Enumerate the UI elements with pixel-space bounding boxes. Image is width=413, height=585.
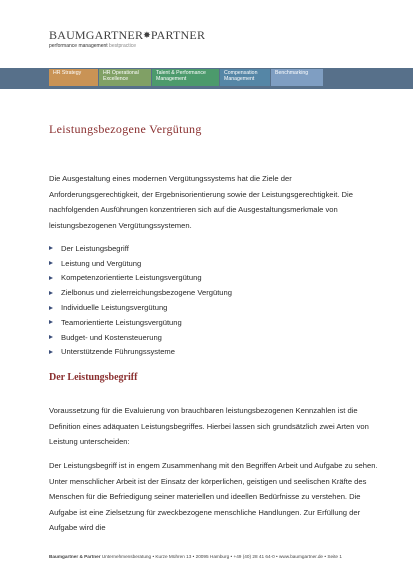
arrow-right-icon	[49, 306, 53, 310]
arrow-right-icon	[49, 320, 53, 324]
logo-text-2: PARTNER	[150, 28, 206, 42]
tab-talent-performance-management[interactable]	[152, 69, 219, 86]
tab-hr-operational-excellence[interactable]	[99, 69, 151, 86]
footer-separator: •	[324, 554, 327, 559]
arrow-right-icon	[49, 350, 53, 354]
tab-label: HR Operational	[103, 70, 139, 76]
tab-label: Benchmarking	[275, 70, 309, 76]
logo-ornament-icon: ✸	[143, 30, 151, 40]
toc-item-label: Der Leistungsbegriff	[61, 243, 129, 253]
toc-item[interactable]	[49, 345, 232, 360]
toc-item-label: Leistung und Vergütung	[61, 258, 142, 268]
arrow-right-icon	[49, 261, 53, 265]
toc-item[interactable]	[49, 300, 232, 315]
tab-compensation-management[interactable]	[220, 69, 270, 86]
section-heading: Der Leistungsbegriff	[49, 372, 138, 383]
toc-item-label: Kompetenzorientierte Leistungsvergütung	[61, 273, 202, 283]
toc-item-label: Budget- und Kostensteuerung	[61, 332, 162, 342]
page-title: Leistungsbezogene Vergütung	[49, 122, 202, 136]
logo-tagline-row	[49, 43, 205, 49]
company-logo[interactable]	[49, 29, 205, 49]
footer-company: Baumgartner & Partner	[49, 554, 101, 559]
arrow-right-icon	[49, 246, 53, 250]
tab-benchmarking[interactable]	[271, 69, 323, 86]
logo-website: bestpractice	[109, 43, 137, 49]
logo-wordmark	[49, 29, 205, 42]
tab-label-line2: Management	[156, 76, 187, 82]
tab-label: HR Strategy	[53, 70, 82, 76]
body-paragraph-leistungsbegriff: Der Leistungsbegriff ist in engem Zusammenhang mit den Begriffen Arbeit und Aufgabe zu sehen. Unter menschlicher Arbeit ist der Einsatz der körperlichen, geistigen und seelischen Kräfte des Menschen für die Befriedigung seiner materiellen und ideellen Bedürfnisse zu verstehen. Die Aufgabe ist eine Zielsetzung für zweckbezogene menschliche Handlungen. Zur Erfüllung der Aufgabe wird die	[49, 461, 378, 532]
arrow-right-icon	[49, 291, 53, 295]
body-paragraph-voraussetzung: Voraussetzung für die Evaluierung von brauchbaren leistungsbezogenen Kennzahlen ist die Definition eines adäquaten Leistungsbegriffes. Hierbei lassen sich grundsätzlich zwei Arten von Leistung unterscheiden:	[49, 406, 369, 446]
toc-item-label: Teamorientierte Leistungsvergütung	[61, 317, 182, 327]
table-of-contents	[49, 241, 232, 359]
toc-item-label: Zielbonus und zielerreichungsbezogene Vergütung	[61, 288, 232, 298]
tab-label: Compensation	[224, 70, 258, 76]
arrow-right-icon	[49, 335, 53, 339]
toc-item[interactable]	[49, 330, 232, 345]
tab-label: Talent & Performance	[156, 70, 206, 76]
toc-item[interactable]	[49, 271, 232, 286]
arrow-right-icon	[49, 276, 53, 280]
toc-item-label: Unterstützende Führungssysteme	[61, 347, 175, 357]
tab-hr-strategy[interactable]	[49, 69, 98, 86]
toc-item-label: Individuelle Leistungsvergütung	[61, 303, 168, 313]
logo-text: BAUMGARTNER	[49, 28, 144, 42]
footer-details: Unternehmensberatung • Kurze Mühren 13 • 20095 Hamburg • +49 (40) 28 41 64-0 • www.baumgartner.de	[101, 554, 324, 559]
page-footer	[49, 554, 342, 559]
tab-label-line2: Management	[224, 76, 255, 82]
toc-item[interactable]	[49, 315, 232, 330]
toc-item[interactable]	[49, 241, 232, 256]
footer-page-number: Seite 1	[327, 554, 342, 559]
intro-paragraph: Die Ausgestaltung eines modernen Vergütungssystems hat die Ziele der Anforderungsgerechtigkeit, der Ergebnisorientierung sowie der Leistungsgerechtigkeit. Die nachfolgenden Ausführungen konzentrieren sich auf die Ausgestaltungsmerkmale von leistungsbezogenen Vergütungssystemen.	[49, 174, 353, 230]
toc-item[interactable]	[49, 285, 232, 300]
toc-item[interactable]	[49, 256, 232, 271]
tab-label-line2: Excellence	[103, 76, 129, 82]
logo-tagline: performance management	[49, 43, 108, 49]
